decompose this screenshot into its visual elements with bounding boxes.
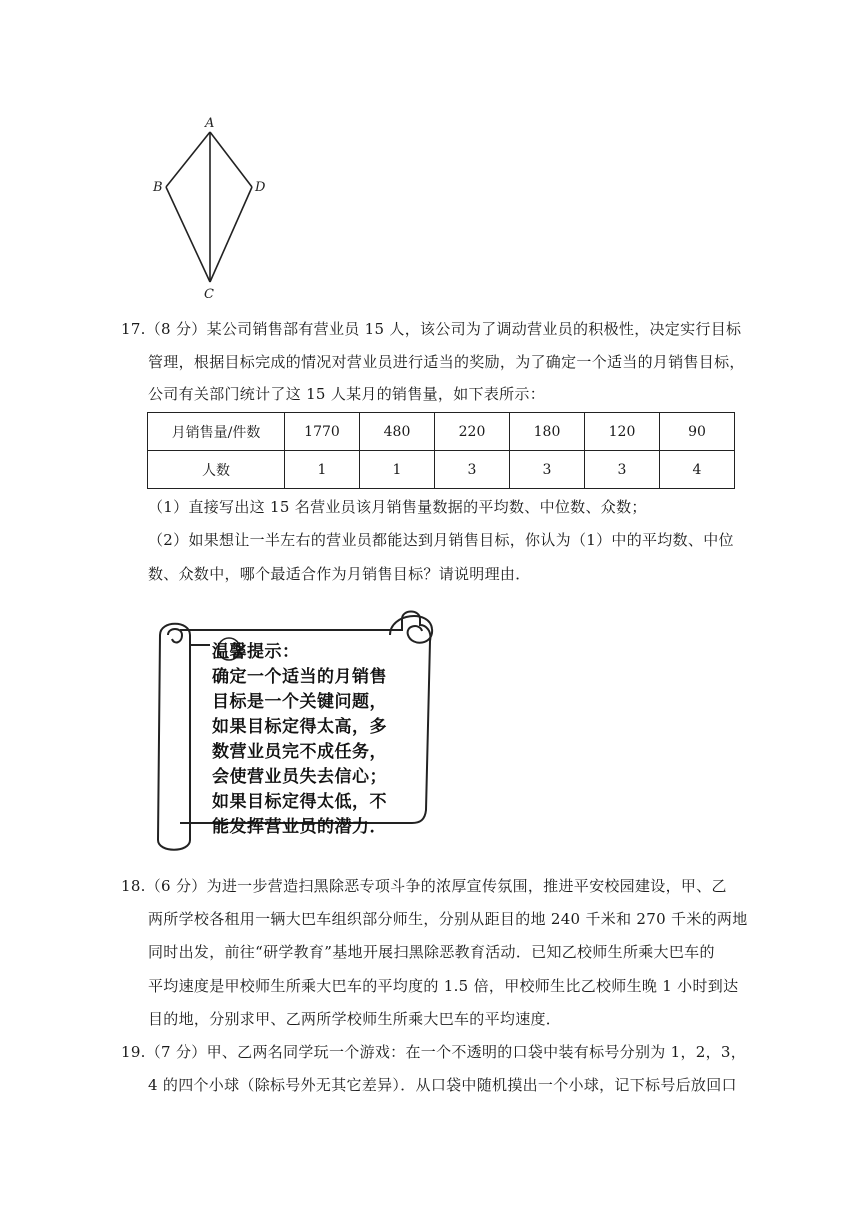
tip-line-6: 如果目标定得太低，不 [212,792,387,812]
tip-line-3: 如果目标定得太高，多 [212,717,387,737]
q18-line-2: 两所学校各租用一辆大巴车组织部分师生，分别从距目的地 240 千米和 270 千米的两地 [148,910,748,928]
table-row [148,413,735,451]
vertex-label-d: D [255,180,266,195]
table-cell: 180 [510,413,585,451]
q18-line-5: 目的地，分别求甲、乙两所学校师生所乘大巴车的平均速度． [148,1010,562,1028]
q17-part-2-line-2: 数、众数中，哪个最适合作为月销售目标？请说明理由． [148,565,531,583]
q17-part-2-line-1: （2）如果想让一半左右的营业员都能达到月销售目标，你认为（1）中的平均数、中位 [148,531,734,549]
table-cell: 480 [360,413,435,451]
q17-line-1: 17.（8 分）某公司销售部有营业员 15 人，该公司为了调动营业员的积极性，决定实行目标 [121,320,742,338]
table-cell: 3 [510,451,585,489]
tip-title: 温馨提示： [212,642,300,662]
q18-line-1: 18.（6 分）为进一步营造扫黑除恶专项斗争的浓厚宣传氛围，推进平安校园建设，甲、乙 [121,877,727,895]
table-header-cell: 月销售量/件数 [148,413,285,451]
tip-line-4: 数营业员完不成任务， [212,742,387,762]
tip-line-2: 目标是一个关键问题， [212,692,387,712]
table-cell: 1 [360,451,435,489]
vertex-label-a: A [205,116,215,131]
segment-ad [210,132,252,187]
table-header-cell: 人数 [148,451,285,489]
q17-line-3: 公司有关部门统计了这 15 人某月的销售量，如下表所示： [148,385,546,403]
q17-part-1: （1）直接写出这 15 名营业员该月销售量数据的平均数、中位数、众数； [148,498,647,516]
table-row [148,451,735,489]
q18-line-4: 平均速度是甲校师生所乘大巴车的平均度的 1.5 倍，甲校师生比乙校师生晚 1 小时到达 [148,977,739,995]
sales-table [147,412,735,489]
segment-ab [166,132,210,187]
tip-line-5: 会使营业员失去信心； [212,767,387,787]
table-cell: 220 [435,413,510,451]
table-cell: 4 [660,451,735,489]
vertex-label-c: C [204,287,214,302]
q18-line-3: 同时出发，前往“研学教育”基地开展扫黑除恶教育活动．已知乙校师生所乘大巴车的 [148,943,715,961]
table-cell: 120 [585,413,660,451]
tip-line-7: 能发挥营业员的潜力． [212,817,387,837]
kite-figure [140,110,280,305]
q19-line-2: 4 的四个小球（除标号外无其它差异）．从口袋中随机摸出一个小球，记下标号后放回口 [148,1076,737,1094]
table-cell: 1 [285,451,360,489]
q19-line-1: 19.（7 分）甲、乙两名同学玩一个游戏：在一个不透明的口袋中装有标号分别为 1，2，3， [121,1043,747,1061]
segment-bc [166,187,210,282]
tip-line-1: 确定一个适当的月销售 [212,667,387,687]
table-cell: 90 [660,413,735,451]
q17-line-2: 管理，根据目标完成的情况对营业员进行适当的奖励，为了确定一个适当的月销售目标， [148,353,745,371]
table-cell: 3 [585,451,660,489]
segment-dc [210,187,252,282]
table-cell: 1770 [285,413,360,451]
table-cell: 3 [435,451,510,489]
vertex-label-b: B [153,180,163,195]
